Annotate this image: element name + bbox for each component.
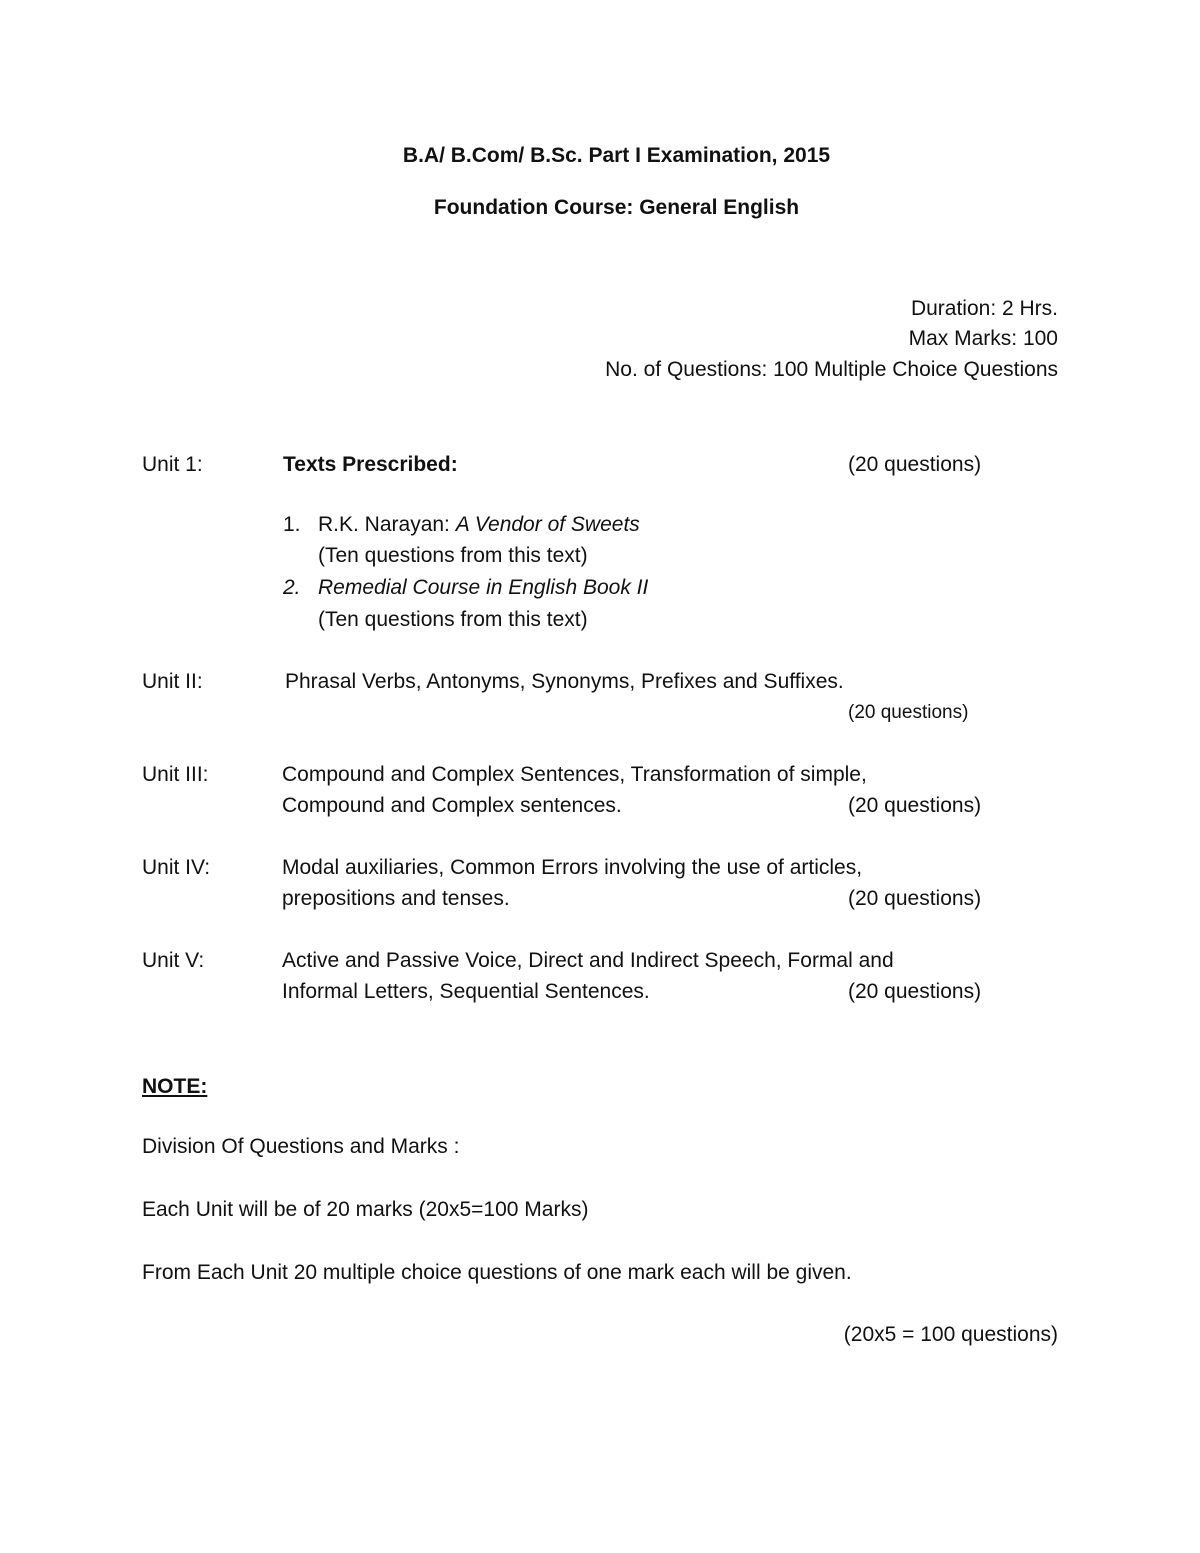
item-book-title: A Vendor of Sweets <box>455 513 640 536</box>
unit-4-label: Unit IV: <box>142 856 211 879</box>
course-title: Foundation Course: General English <box>433 196 800 219</box>
unit-5-topics-line-1: Active and Passive Voice, Direct and Indirect Speech, Formal and <box>282 949 894 972</box>
duration: Duration: 2 Hrs. <box>910 297 1058 320</box>
unit-1-heading: Texts Prescribed: <box>283 453 458 476</box>
unit-3-topics-line-2: Compound and Complex sentences. <box>282 794 622 817</box>
unit-3-label: Unit III: <box>142 763 209 786</box>
item-author: R.K. Narayan: <box>318 513 456 536</box>
unit-2-topics: Phrasal Verbs, Antonyms, Synonyms, Prefixes and Suffixes. <box>285 670 844 693</box>
question-count: No. of Questions: 100 Multiple Choice Questions <box>605 358 1058 381</box>
unit-5-topics-line-2: Informal Letters, Sequential Sentences. <box>282 980 650 1003</box>
total-questions: (20x5 = 100 questions) <box>843 1323 1058 1346</box>
unit-4-count: (20 questions) <box>848 887 982 910</box>
unit-1-item-2-note: (Ten questions from this text) <box>318 608 588 631</box>
unit-2-label: Unit II: <box>142 670 203 693</box>
unit-1-label: Unit 1: <box>142 453 203 476</box>
unit-3-count: (20 questions) <box>848 794 982 817</box>
item-number: 1. <box>283 513 301 536</box>
unit-1-item-2-title: Remedial Course in English Book II <box>318 576 649 599</box>
unit-5-count: (20 questions) <box>848 980 982 1003</box>
unit-1-item-1-note: (Ten questions from this text) <box>318 544 588 567</box>
exam-title: B.A/ B.Com/ B.Sc. Part I Examination, 2015 <box>402 144 831 167</box>
unit-1-item-1 <box>283 512 301 537</box>
unit-1-item-1-text <box>318 512 640 537</box>
unit-3-topics-line-1: Compound and Complex Sentences, Transformation of simple, <box>282 763 867 786</box>
max-marks: Max Marks: 100 <box>908 327 1058 350</box>
each-unit-text: Each Unit will be of 20 marks (20x5=100 Marks) <box>142 1198 589 1221</box>
unit-2-count: (20 questions) <box>848 702 969 723</box>
unit-5-label: Unit V: <box>142 949 205 972</box>
note-heading: NOTE: <box>142 1075 208 1098</box>
division-text: Division Of Questions and Marks : <box>142 1135 460 1158</box>
unit-4-topics-line-1: Modal auxiliaries, Common Errors involving the use of articles, <box>282 856 863 879</box>
from-each-unit-text: From Each Unit 20 multiple choice questions of one mark each will be given. <box>142 1261 852 1284</box>
unit-1-count: (20 questions) <box>848 453 982 476</box>
unit-4-topics-line-2: prepositions and tenses. <box>282 887 510 910</box>
unit-1-item-2: 2. <box>283 576 301 599</box>
